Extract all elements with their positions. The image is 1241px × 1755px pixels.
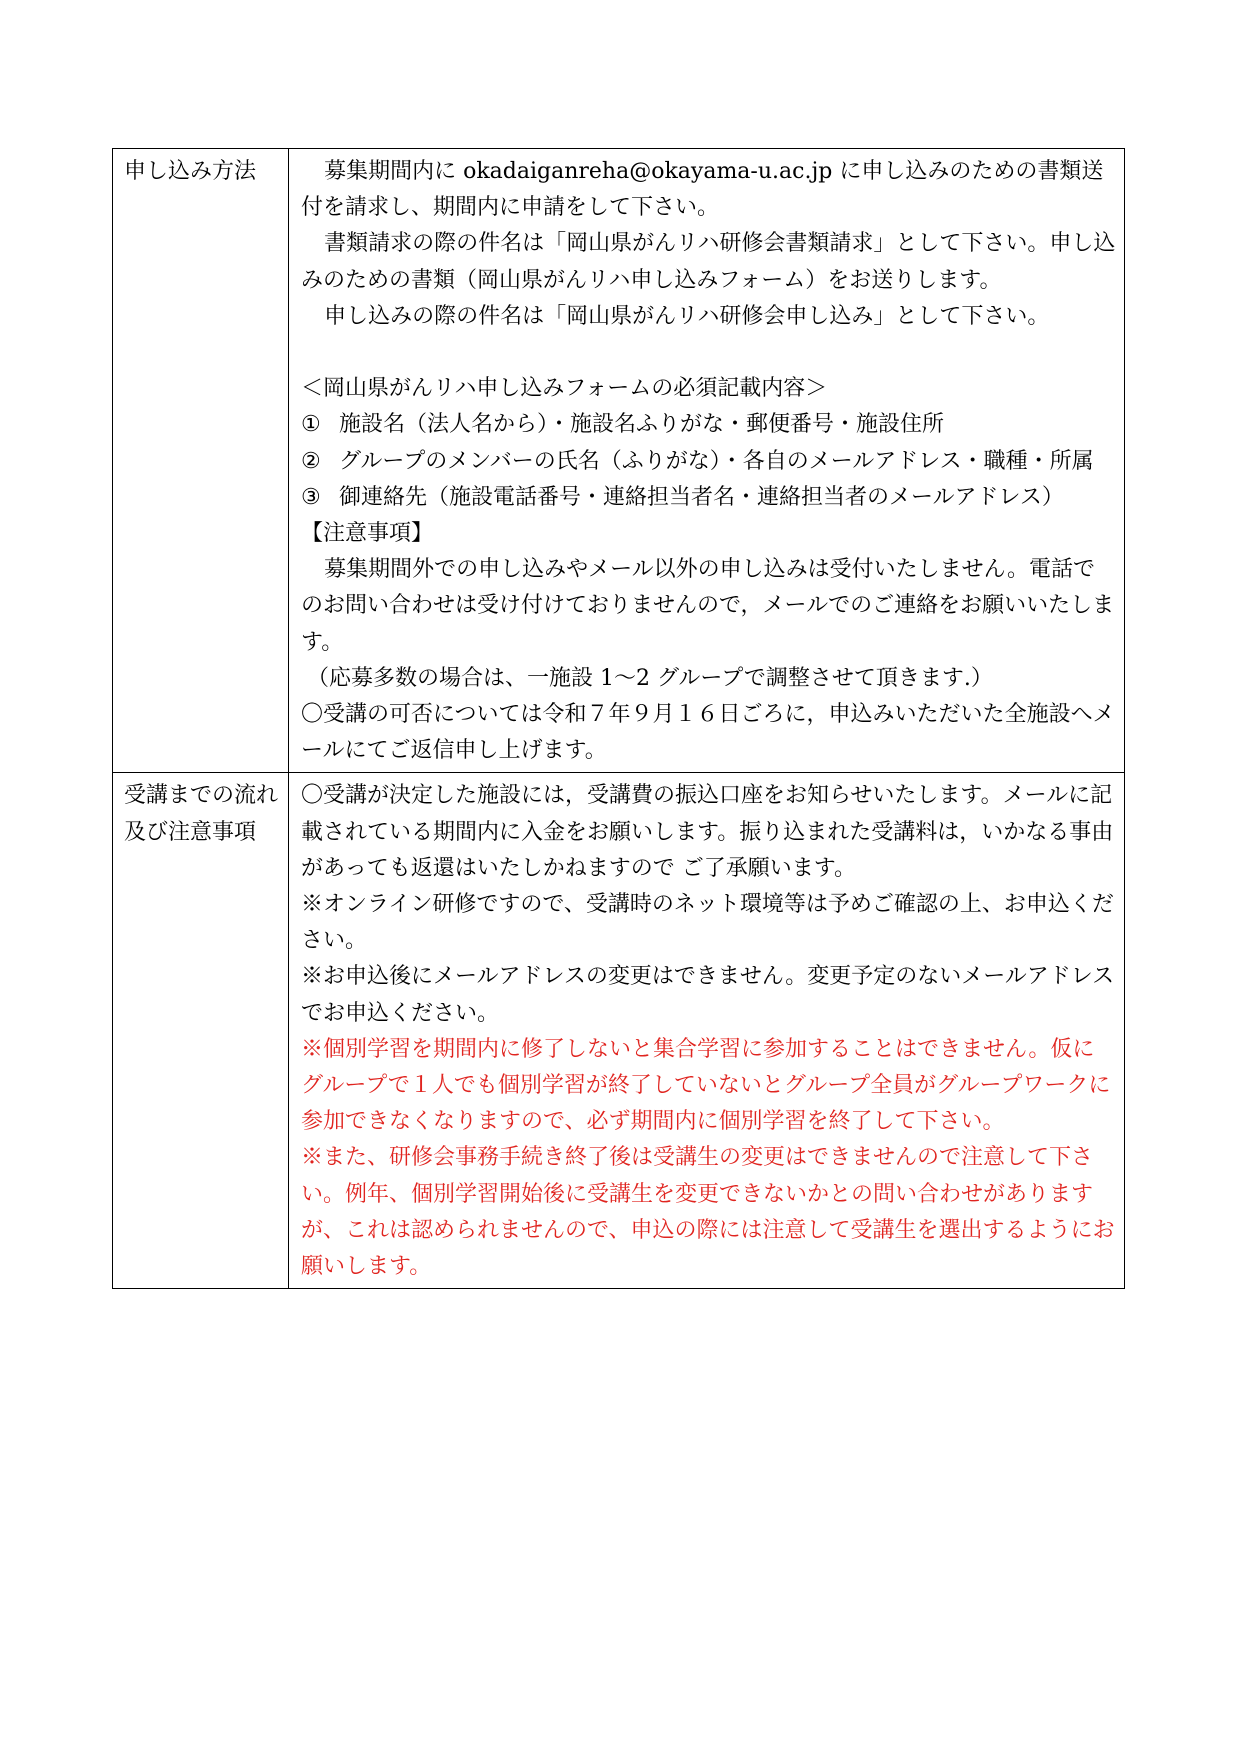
- list-item-text: 施設名（法人名から）・施設名ふりがな・郵便番号・施設住所: [339, 412, 945, 438]
- paragraph-document-subject: 書類請求の際の件名は「岡山県がんリハ研修会書類請求」として下さい。申し込みのための書類（岡山県がんリハ申し込みフォーム）をお送りします。: [301, 231, 1116, 293]
- row-label-text: 申し込み方法: [124, 159, 257, 184]
- row-label-text: 受講までの流れ: [124, 783, 279, 809]
- table-row-application-method: [113, 149, 1125, 773]
- form-requirements-heading: ＜岡山県がんリハ申し込みフォームの必須記載内容＞: [301, 376, 828, 402]
- list-item-text: グループのメンバーの氏名（ふりがな）・各自のメールアドレス・職種・所属: [339, 448, 1094, 474]
- list-item-number: ③: [301, 484, 321, 510]
- list-item-text: 御連絡先（施設電話番号・連絡担当者名・連絡担当者のメールアドレス）: [339, 484, 1064, 510]
- table-row-flow-and-notes: [113, 773, 1125, 1289]
- paragraph-request-documents: 募集期間内に okadaiganreha@okayama-u.ac.jp に申し込みのための書類送付を請求し、期間内に申請をして下さい。: [301, 159, 1104, 221]
- application-info-table: [112, 148, 1125, 1289]
- list-item-number: ①: [301, 412, 321, 438]
- paragraph-many-applicants: （応募多数の場合は、一施設 1～2 グループで調整させて頂きます.）: [307, 665, 993, 691]
- warning-individual-study: ※個別学習を期間内に修了しないと集合学習に参加することはできません。仮にグループで１人でも個別学習が終了していないとグループ全員がグループワークに参加できなくなりますので、必ず期間内に個別学習を終了して下さい。: [301, 1036, 1111, 1135]
- row-label-text: 及び注意事項: [124, 819, 257, 845]
- list-item-number: ②: [301, 448, 321, 474]
- paragraph-online-environment: ※オンライン研修ですので、受講時のネット環境等は予めご確認の上、お申込ください。: [301, 892, 1114, 954]
- paragraph-email-change: ※お申込後にメールアドレスの変更はできません。変更予定のないメールアドレスでお申込ください。: [301, 964, 1115, 1026]
- notice-heading: 【注意事項】: [301, 521, 434, 547]
- spacer: [301, 335, 1116, 371]
- row-label-flow-and-notes: [113, 773, 289, 1289]
- list-item: [301, 407, 1116, 443]
- warning-participant-change: ※また、研修会事務手続き終了後は受講生の変更はできませんので注意して下さい。例年、個別学習開始後に受講生を変更できないかとの問い合わせがありますが、これは認められませんので、申込の際には注意して受講生を選出するようにお願いします。: [301, 1145, 1115, 1280]
- paragraph-acceptance-reply: 〇受講の可否については令和７年９月１６日ごろに，申込みいただいた全施設へメールにてご返信申し上げます。: [301, 702, 1115, 764]
- list-item: [301, 480, 1116, 516]
- paragraph-application-subject: 申し込みの際の件名は「岡山県がんリハ研修会申し込み」として下さい。: [324, 303, 1050, 329]
- paragraph-payment: 〇受講が決定した施設には，受講費の振込口座をお知らせいたします。メールに記載されている期間内に入金をお願いします。振り込まれた受講料は，いかなる事由があっても返還はいたしかねますので ご了承願います。: [301, 783, 1114, 881]
- row-content-application-method: [289, 149, 1125, 773]
- row-label-application-method: [113, 149, 289, 773]
- row-content-flow-and-notes: [289, 773, 1125, 1289]
- paragraph-notice-period: 募集期間外での申し込みやメール以外の申し込みは受付いたしません。電話でのお問い合わせは受け付けておりませんので，メールでのご連絡をお願いいたします。: [301, 557, 1115, 655]
- list-item: [301, 444, 1116, 480]
